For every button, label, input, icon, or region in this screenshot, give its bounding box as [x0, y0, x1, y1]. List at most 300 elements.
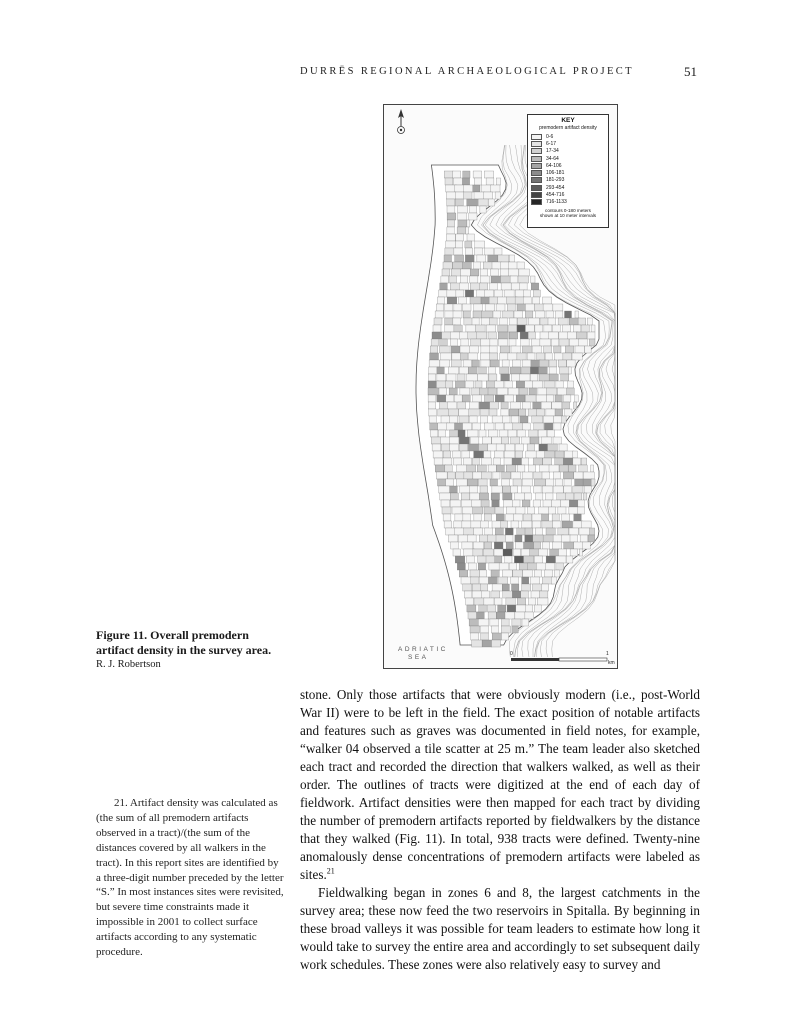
survey-tract: [480, 269, 487, 276]
survey-tract: [504, 458, 512, 465]
survey-tract: [437, 395, 446, 402]
survey-tract: [442, 269, 450, 276]
survey-tract: [515, 493, 525, 500]
survey-tract: [461, 493, 470, 500]
survey-tract: [522, 521, 532, 528]
key-label: 0-6: [546, 133, 554, 140]
survey-tract: [554, 346, 561, 353]
survey-tract: [583, 479, 592, 486]
survey-tract: [451, 346, 461, 353]
survey-tract: [450, 339, 457, 346]
survey-tract: [481, 626, 489, 633]
survey-tract: [490, 402, 499, 409]
survey-tract: [485, 248, 494, 255]
survey-tract: [472, 458, 479, 465]
survey-tract: [431, 339, 438, 346]
footnote-21: [96, 796, 286, 960]
survey-tract: [568, 381, 574, 388]
survey-tract: [487, 325, 496, 332]
survey-tract: [484, 507, 494, 514]
survey-tract: [493, 458, 500, 465]
survey-tract: [439, 388, 447, 395]
survey-tract: [564, 479, 571, 486]
survey-tract: [529, 318, 540, 325]
survey-tract: [558, 318, 568, 325]
survey-tract: [455, 255, 464, 262]
key-note: [531, 208, 605, 219]
survey-tract: [438, 409, 449, 416]
survey-tract: [458, 402, 466, 409]
survey-tract: [448, 535, 458, 542]
survey-tract: [454, 458, 462, 465]
survey-tract: [472, 584, 481, 591]
survey-tract: [466, 325, 476, 332]
survey-tract: [480, 486, 488, 493]
survey-tract: [494, 549, 504, 556]
survey-tract: [509, 332, 518, 339]
survey-tract: [513, 423, 523, 430]
sea-label-line: SEA: [408, 654, 429, 661]
survey-tract: [524, 514, 532, 521]
survey-tract: [490, 269, 498, 276]
survey-tract: [549, 367, 556, 374]
survey-tract: [481, 416, 488, 423]
survey-tract: [576, 332, 586, 339]
survey-tract: [522, 346, 531, 353]
survey-tract: [552, 542, 562, 549]
survey-tract: [525, 528, 533, 535]
survey-tract: [575, 479, 584, 486]
survey-tract: [492, 584, 502, 591]
survey-tract: [543, 416, 553, 423]
survey-tract: [552, 514, 559, 521]
survey-tract: [460, 486, 470, 493]
survey-tract: [532, 346, 541, 353]
survey-tract: [481, 458, 491, 465]
survey-tract: [525, 325, 534, 332]
survey-tract: [496, 514, 504, 521]
survey-tract: [464, 458, 472, 465]
survey-tract: [582, 325, 589, 332]
survey-tract: [444, 171, 453, 178]
survey-tract: [460, 346, 470, 353]
survey-tract: [443, 262, 452, 269]
survey-tract: [547, 388, 557, 395]
survey-tract: [494, 542, 503, 549]
survey-tract: [536, 563, 546, 570]
scale-end-label: 1: [606, 651, 609, 657]
survey-tract: [502, 479, 510, 486]
survey-tract: [462, 178, 469, 185]
survey-tract: [480, 584, 488, 591]
key-subtitle: premodern artifact density: [539, 125, 597, 131]
survey-tract: [583, 542, 591, 549]
survey-tract: [558, 528, 569, 535]
survey-tract: [477, 255, 486, 262]
key-swatch: [531, 192, 542, 198]
survey-tract: [484, 514, 491, 521]
survey-tract: [481, 472, 491, 479]
survey-tract: [489, 318, 497, 325]
survey-tract: [556, 311, 563, 318]
survey-tract: [474, 248, 482, 255]
survey-tract: [579, 528, 590, 535]
survey-tract: [525, 311, 533, 318]
survey-tract: [499, 577, 508, 584]
survey-tract: [525, 605, 533, 612]
caption-title: Figure 11. Overall premodern artifact density in the survey area.: [96, 628, 272, 657]
survey-tract: [464, 591, 471, 598]
survey-tract: [542, 542, 549, 549]
survey-tract: [472, 360, 479, 367]
survey-tract: [473, 423, 481, 430]
survey-tract: [465, 255, 474, 262]
caption-credit: R. J. Robertson: [96, 659, 161, 670]
survey-tract: [431, 437, 440, 444]
survey-tract: [484, 423, 494, 430]
key-swatch: [531, 141, 542, 147]
survey-tract: [496, 612, 506, 619]
survey-tract: [538, 388, 547, 395]
survey-tract: [450, 416, 458, 423]
survey-tract: [546, 563, 555, 570]
scale-unit-label: km: [608, 660, 615, 666]
survey-tract: [515, 535, 522, 542]
key-row: [531, 169, 605, 176]
survey-tract: [490, 619, 499, 626]
survey-tract: [441, 353, 452, 360]
survey-tract: [546, 493, 554, 500]
survey-tract: [511, 346, 521, 353]
survey-tract: [553, 304, 563, 311]
survey-tract: [522, 423, 530, 430]
survey-tract: [525, 381, 533, 388]
survey-tract: [495, 556, 502, 563]
survey-tract: [447, 402, 456, 409]
survey-tract: [430, 430, 438, 437]
survey-tract: [503, 486, 513, 493]
key-legend: [531, 133, 605, 206]
survey-tract: [533, 500, 541, 507]
survey-tract: [555, 409, 563, 416]
survey-tract: [437, 297, 444, 304]
survey-tract: [539, 444, 548, 451]
survey-tract: [510, 563, 517, 570]
survey-tract: [451, 500, 461, 507]
survey-tract: [525, 612, 534, 619]
key-note-line: shown at 10 meter intervals: [539, 213, 597, 219]
survey-tract: [534, 570, 541, 577]
survey-tract: [520, 283, 528, 290]
survey-tract: [530, 367, 539, 374]
survey-tract: [501, 262, 510, 269]
survey-tract: [459, 416, 469, 423]
survey-tract: [517, 304, 526, 311]
key-label: 64-106: [546, 162, 562, 169]
survey-tract: [479, 367, 487, 374]
survey-tract: [455, 241, 462, 248]
survey-tract: [456, 290, 464, 297]
survey-tract: [447, 213, 456, 220]
survey-tract: [481, 276, 490, 283]
survey-tract: [489, 297, 497, 304]
survey-tract: [579, 549, 582, 556]
survey-tract: [456, 472, 465, 479]
survey-tract: [500, 318, 508, 325]
survey-tract: [519, 374, 530, 381]
survey-tract: [524, 493, 531, 500]
survey-tract: [515, 451, 523, 458]
survey-tract: [501, 521, 508, 528]
survey-tract: [562, 535, 571, 542]
survey-tract: [471, 633, 479, 640]
survey-tract: [471, 388, 481, 395]
survey-tract: [460, 276, 467, 283]
survey-tract: [556, 556, 566, 563]
survey-tract: [554, 423, 561, 430]
survey-tract: [461, 500, 472, 507]
survey-tract: [519, 409, 526, 416]
survey-tract: [489, 563, 500, 570]
body-paragraph-text: stone. Only those artifacts that were obviously modern (i.e., post-World War II) were to be left in the field. The exact position of notable artifacts and features such as graves was documented in field notes, for example, “walker 04 observed a tile scatter at 25 m.” The team leader also sketched each tract and recorded the direction that walkers walked, as well as their order. The outlines of tracts were digitized at the end of each day of fieldwork. Artifact densities were then mapped for each tract by dividing the number of premodern artifacts reported by fieldwalkers by the distance that they walked (Fig. 11). In total, 938 tracts were defined. Twenty-nine anomalously dense concentrations of premodern artifacts were labeled as sites.: [300, 687, 700, 882]
survey-tract: [430, 346, 437, 353]
survey-tract: [474, 528, 483, 535]
survey-tract: [539, 360, 549, 367]
survey-tract: [471, 339, 482, 346]
survey-tract: [511, 521, 519, 528]
survey-tract: [473, 507, 483, 514]
footnote-text: 21. Artifact density was calculated as (the sum of all premodern artifacts observed in a tract)/(the sum of the distances covered by all walkers in the tract). In this report sites are identified by a three-digit number preceded by the letter “S.” In most instances sites were revisited, but severe time constraints made it impossible in 2001 to collect surface artifacts according to any systematic procedure.: [96, 797, 284, 959]
survey-tract: [445, 465, 453, 472]
survey-tract: [533, 290, 540, 297]
survey-tract: [553, 437, 561, 444]
survey-tract: [502, 360, 509, 367]
survey-tract: [459, 332, 468, 339]
survey-tract: [501, 409, 508, 416]
survey-tract: [467, 220, 470, 227]
survey-tract: [511, 437, 520, 444]
survey-tract: [500, 430, 508, 437]
survey-tract: [470, 493, 480, 500]
key-note-line: contours 0-180 meters: [545, 207, 591, 213]
survey-tract: [522, 437, 530, 444]
survey-tract: [581, 458, 587, 465]
survey-tract: [569, 465, 577, 472]
survey-tract: [575, 395, 579, 402]
survey-tract: [458, 220, 468, 227]
survey-tract: [428, 388, 438, 395]
survey-tract: [450, 444, 459, 451]
survey-tract: [488, 577, 497, 584]
scale-start-label: 0: [510, 651, 513, 657]
survey-tract: [488, 388, 497, 395]
survey-tract: [505, 528, 513, 535]
survey-tract: [506, 598, 515, 605]
survey-tract: [511, 402, 521, 409]
survey-tract: [514, 514, 523, 521]
survey-tract: [481, 360, 489, 367]
key-row: [531, 191, 605, 198]
survey-tract: [530, 437, 539, 444]
survey-tract: [460, 388, 470, 395]
survey-tract: [465, 381, 474, 388]
survey-tract: [461, 269, 471, 276]
survey-tract: [505, 556, 512, 563]
survey-tract: [447, 297, 457, 304]
survey-tract: [513, 570, 523, 577]
survey-tract: [470, 570, 479, 577]
survey-tract: [459, 297, 467, 304]
survey-tract: [506, 507, 516, 514]
survey-tract: [575, 346, 585, 353]
survey-tract: [535, 556, 543, 563]
survey-tract: [506, 465, 516, 472]
survey-tract: [454, 248, 462, 255]
scale-bar: [511, 657, 609, 663]
survey-tract: [497, 465, 505, 472]
survey-tract: [503, 591, 514, 598]
survey-tract: [527, 444, 535, 451]
survey-tract: [446, 234, 455, 241]
survey-tract: [555, 458, 564, 465]
survey-tract: [546, 479, 554, 486]
survey-tract: [496, 178, 500, 185]
survey-tract: [514, 311, 523, 318]
survey-tract: [455, 556, 465, 563]
survey-tract: [445, 318, 454, 325]
survey-tract: [534, 542, 541, 549]
survey-tract: [492, 486, 502, 493]
survey-tract: [448, 367, 458, 374]
survey-tract: [501, 402, 508, 409]
footnote-reference[interactable]: 21: [326, 866, 335, 876]
survey-tract: [454, 325, 462, 332]
survey-tract: [548, 318, 556, 325]
survey-tract: [477, 465, 486, 472]
survey-tract: [551, 577, 556, 584]
survey-tract: [501, 633, 508, 640]
survey-tract: [504, 451, 514, 458]
survey-tract: [450, 493, 458, 500]
survey-tract: [509, 339, 516, 346]
survey-tract: [436, 381, 446, 388]
survey-tract: [470, 297, 481, 304]
survey-tract: [447, 220, 455, 227]
survey-tract: [531, 276, 536, 283]
survey-tract: [468, 367, 477, 374]
survey-tract: [542, 486, 552, 493]
survey-tract: [495, 290, 503, 297]
survey-tract: [513, 500, 521, 507]
survey-tract: [526, 451, 537, 458]
survey-tract: [490, 339, 498, 346]
survey-tract: [540, 465, 550, 472]
survey-tract: [455, 199, 463, 206]
survey-tract: [492, 437, 502, 444]
key-swatch: [531, 170, 542, 176]
page-number: 51: [684, 64, 697, 79]
survey-tract: [473, 472, 482, 479]
survey-tract: [512, 584, 519, 591]
survey-tract: [432, 444, 441, 451]
survey-tract: [570, 549, 578, 556]
key-label: 17-34: [546, 148, 559, 155]
survey-tract: [543, 535, 553, 542]
survey-tract: [450, 486, 458, 493]
survey-tract: [574, 472, 583, 479]
survey-tract: [428, 402, 436, 409]
survey-tract: [439, 346, 450, 353]
survey-tract: [563, 353, 572, 360]
survey-tract: [562, 416, 567, 423]
survey-tract: [500, 346, 510, 353]
survey-tract: [496, 304, 505, 311]
survey-tract: [522, 458, 529, 465]
survey-tract: [468, 563, 476, 570]
survey-tract: [534, 479, 545, 486]
survey-tract: [515, 542, 524, 549]
survey-tract: [537, 409, 545, 416]
survey-tract: [482, 640, 492, 647]
survey-tract: [546, 556, 555, 563]
survey-tract: [446, 241, 456, 248]
survey-tract: [442, 332, 451, 339]
survey-tract: [442, 507, 451, 514]
survey-tract: [498, 255, 509, 262]
survey-tract: [463, 584, 472, 591]
map-key: [527, 114, 609, 228]
survey-tract: [552, 402, 562, 409]
survey-tract: [473, 185, 480, 192]
survey-tract: [582, 521, 591, 528]
survey-tract: [469, 409, 480, 416]
survey-tract: [453, 318, 461, 325]
survey-tract: [578, 318, 586, 325]
survey-tract: [509, 388, 519, 395]
survey-tract: [524, 542, 535, 549]
survey-tract: [484, 598, 494, 605]
survey-tract: [553, 472, 560, 479]
survey-tract: [445, 381, 453, 388]
survey-tract: [544, 423, 552, 430]
survey-tract: [554, 570, 559, 577]
survey-tract: [578, 507, 585, 514]
survey-tract: [533, 584, 543, 591]
survey-tract: [568, 367, 571, 374]
survey-tract: [447, 199, 455, 206]
key-label: 293-454: [546, 184, 565, 191]
survey-tract: [555, 451, 564, 458]
survey-tract: [539, 507, 549, 514]
survey-tract: [479, 430, 486, 437]
survey-tract: [430, 353, 439, 360]
survey-tract: [519, 276, 529, 283]
survey-tract: [451, 269, 462, 276]
survey-tract: [479, 605, 487, 612]
survey-tract: [501, 276, 512, 283]
survey-tract: [484, 192, 493, 199]
survey-tract: [459, 283, 468, 290]
survey-tract: [490, 360, 499, 367]
survey-tract: [516, 444, 524, 451]
survey-tract: [492, 416, 503, 423]
survey-tract: [528, 598, 535, 605]
survey-tract: [461, 577, 472, 584]
survey-tract: [524, 556, 534, 563]
survey-tract: [563, 458, 574, 465]
survey-tract: [553, 325, 561, 332]
survey-tract: [514, 556, 523, 563]
